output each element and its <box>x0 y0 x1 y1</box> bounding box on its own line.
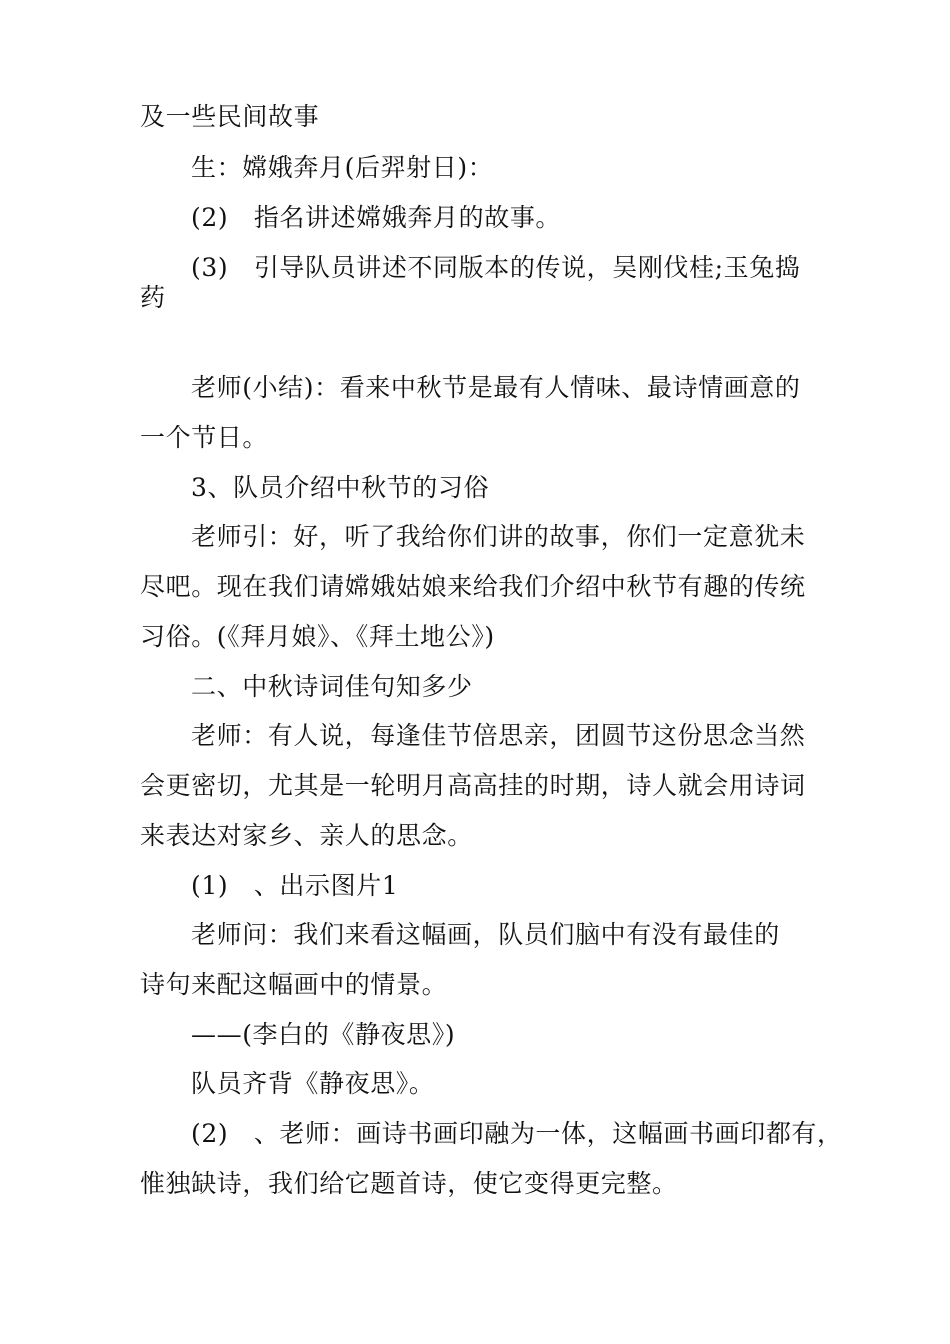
text-line-12: 二、中秋诗词佳句知多少 <box>191 672 473 701</box>
text-line-17: 老师问：我们来看这幅画，队员们脑中有没有最佳的 <box>191 920 780 949</box>
text-line-21: (2) 、老师：画诗书画印融为一体，这幅画书画印都有， <box>191 1119 843 1148</box>
text-line-5: 药 <box>140 283 166 312</box>
text-line-14: 会更密切，尤其是一轮明月高高挂的时期，诗人就会用诗词 <box>140 771 806 800</box>
text-line-16: (1) 、出示图片1 <box>191 871 399 900</box>
text-line-6: 老师(小结)：看来中秋节是最有人情味、最诗情画意的 <box>191 373 801 402</box>
text-line-22: 惟独缺诗，我们给它题首诗，使它变得更完整。 <box>140 1169 678 1198</box>
text-line-20: 队员齐背《静夜思》。 <box>191 1069 435 1098</box>
text-line-18: 诗句来配这幅画中的情景。 <box>140 970 448 999</box>
text-line-7: 一个节日。 <box>140 423 269 452</box>
text-line-15: 来表达对家乡、亲人的思念。 <box>140 821 473 850</box>
text-line-2: 生：嫦娥奔月(后羿射日)： <box>191 153 494 182</box>
text-line-4: (3) 引导队员讲述不同版本的传说，吴刚伐桂;玉兔捣 <box>191 253 801 282</box>
text-line-11: 习俗。(《拜月娘》、《拜土地公》) <box>140 622 495 651</box>
text-line-9: 老师引：好，听了我给你们讲的故事，你们一定意犹未 <box>191 522 806 551</box>
text-line-13: 老师：有人说，每逢佳节倍思亲，团圆节这份思念当然 <box>191 721 806 750</box>
text-line-3: (2) 指名讲述嫦娥奔月的故事。 <box>191 203 562 232</box>
text-line-10: 尽吧。现在我们请嫦娥姑娘来给我们介绍中秋节有趣的传统 <box>140 572 806 601</box>
text-line-1: 及一些民间故事 <box>140 102 320 131</box>
text-line-8: 3、队员介绍中秋节的习俗 <box>191 473 490 502</box>
text-line-19: ——(李白的《静夜思》) <box>191 1020 456 1049</box>
